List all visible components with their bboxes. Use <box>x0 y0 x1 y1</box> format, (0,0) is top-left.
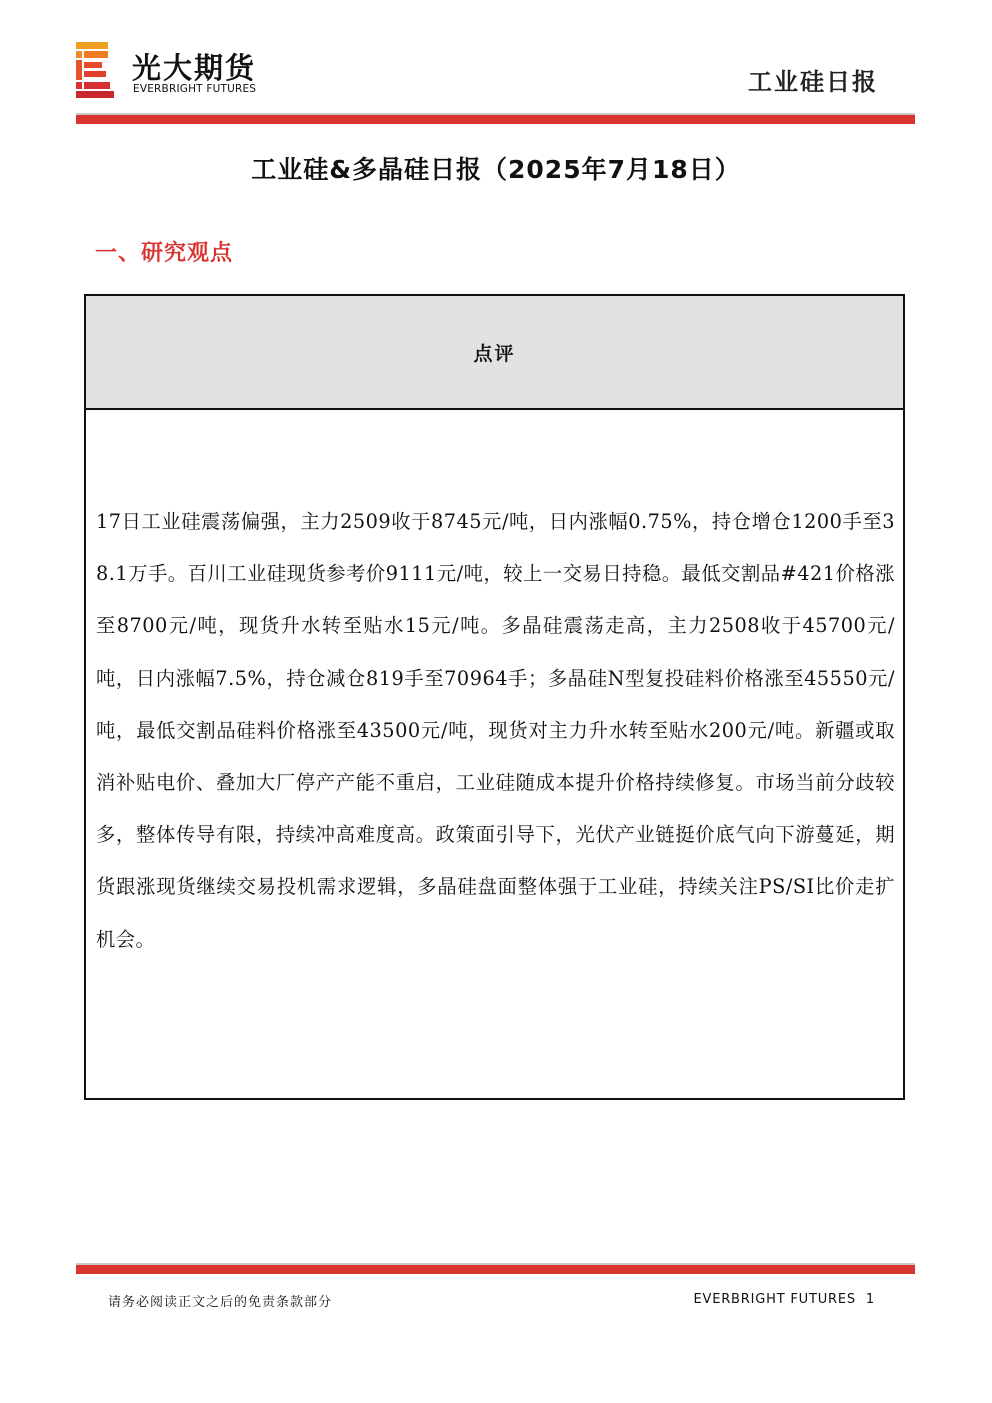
footer-disclaimer: 请务必阅读正文之后的免责条款部分 <box>108 1295 333 1310</box>
header-divider <box>76 113 915 124</box>
everbright-logo-icon <box>76 42 116 98</box>
logo-english-name: EVERBRIGHT FUTURES <box>133 83 257 95</box>
review-table <box>84 294 905 1100</box>
company-logo <box>76 42 296 98</box>
section-heading: 一、研究观点 <box>95 241 234 266</box>
footer-brand: EVERBRIGHT FUTURES <box>693 1292 856 1307</box>
footer-divider <box>76 1263 915 1274</box>
table-body-cell <box>96 496 895 966</box>
logo-chinese-name: 光大期货 <box>132 51 257 85</box>
comment-paragraph: 17日工业硅震荡偏强，主力2509收于8745元/吨，日内涨幅0.75%，持仓增仓1200手至38.1万手。百川工业硅现货参考价9111元/吨，较上一交易日持稳。最低交割品#421价格涨至8700元/吨，现货升水转至贴水15元/吨。多晶硅震荡走高，主力2508收于45700元/吨，日内涨幅7.5%，持仓减仓819手至70964手；多晶硅N型复投硅料价格涨至45550元/吨，最低交割品硅料价格涨至43500元/吨，现货对主力升水转至贴水200元/吨。新疆或取消补贴电价、叠加大厂停产产能不重启，工业硅随成本提升价格持续修复。市场当前分歧较多，整体传导有限，持续冲高难度高。政策面引导下，光伏产业链挺价底气向下游蔓延，期货跟涨现货继续交易投机需求逻辑，多晶硅盘面整体强于工业硅，持续关注PS/SI比价走扩机会。 <box>96 510 895 951</box>
footer-brand-block <box>694 1292 876 1307</box>
document-title: 工业硅&多晶硅日报（2025年7月18日） <box>251 155 741 184</box>
page-number: 1 <box>865 1292 875 1307</box>
table-header-cell: 点评 <box>86 296 903 410</box>
report-type-label: 工业硅日报 <box>748 68 878 96</box>
